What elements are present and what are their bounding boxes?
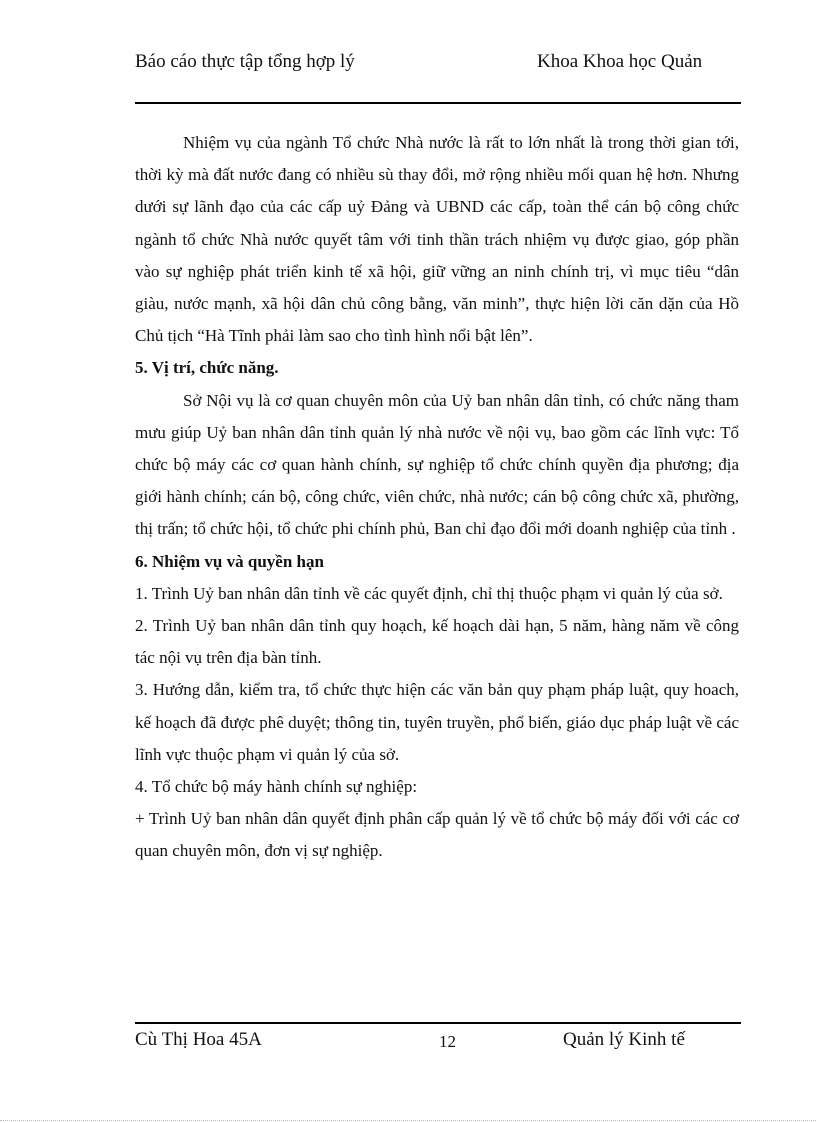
paragraph-intro: Nhiệm vụ của ngành Tổ chức Nhà nước là rất to lớn nhất là trong thời gian tới, thời kỳ mà đất nước đang có nhiều sù thay đổi, mở rộng nhiều mối quan hệ hơn. Nhưng dưới sự lãnh đạo của các cấp uỷ Đảng và UBND các cấp, toàn thể cán bộ công chức ngành tổ chức Nhà nước quyết tâm với tinh thần trách nhiệm vụ được giao, góp phần vào sự nghiệp phát triển kinh tế xã hội, giữ vững an ninh chính trị, vì mục tiêu “dân giàu, nước mạnh, xã hội dân chủ công bằng, văn minh”, thực hiện lời căn dặn của Hồ Chủ tịch “Hà Tĩnh phải làm sao cho tình hình nổi bật lên”. (135, 133, 739, 346)
footer-major: Quản lý Kinh tế (563, 1029, 685, 1050)
footer-author: Cù Thị Hoa 45A (135, 1029, 262, 1050)
page-edge-divider (0, 1120, 816, 1121)
paragraph-position-function: Sở Nội vụ là cơ quan chuyên môn của Uỷ ban nhân dân tỉnh, có chức năng tham mưu giúp Uỷ ban nhân dân tỉnh quản lý nhà nước về nội vụ, bao gồm các lĩnh vực: Tổ chức bộ máy các cơ quan hành chính, sự nghiệp tổ chức chính quyền địa phương; địa giới hành chính; cán bộ, công chức, viên chức, nhà nước; cán bộ công chức xã, phường, thị trấn; tổ chức hội, tổ chức phi chính phủ, Ban chỉ đạo đổi mới doanh nghiệp của tỉnh . (135, 390, 739, 539)
list-subitem: + Trình Uỷ ban nhân dân quyết định phân cấp quản lý về tổ chức bộ máy đối với các cơ quan chuyên môn, đơn vị sự nghiệp. (135, 809, 739, 861)
page-footer (135, 1022, 741, 1051)
page-header (135, 50, 741, 104)
page-number: 12 (439, 1032, 456, 1051)
list-item-2: 2. Trình Uỷ ban nhân dân tỉnh quy hoạch, kế hoạch dài hạn, 5 năm, hàng năm về công tác nội vụ trên địa bàn tỉnh. (135, 616, 739, 668)
section-heading-5: 5. Vị trí, chức năng. (135, 358, 279, 378)
section-heading-6: 6. Nhiệm vụ và quyền hạn (135, 551, 324, 571)
list-item-4: 4. Tổ chức bộ máy hành chính sự nghiệp: (135, 777, 418, 797)
header-faculty: Khoa Khoa học Quản (537, 51, 703, 72)
document-body (135, 127, 739, 868)
header-report-title: Báo cáo thực tập tổng hợp lý (135, 51, 355, 72)
list-item-1: 1. Trình Uỷ ban nhân dân tỉnh về các quyết định, chỉ thị thuộc phạm vi quản lý của sở. (135, 583, 723, 603)
list-item-3: 3. Hướng dẫn, kiểm tra, tổ chức thực hiện các văn bản quy phạm pháp luật, quy hoach, kế hoạch đã được phê duyệt; thông tin, tuyên truyền, phổ biến, giáo dục pháp luật về các lĩnh vực thuộc phạm vi quản lý của sở. (135, 680, 739, 764)
